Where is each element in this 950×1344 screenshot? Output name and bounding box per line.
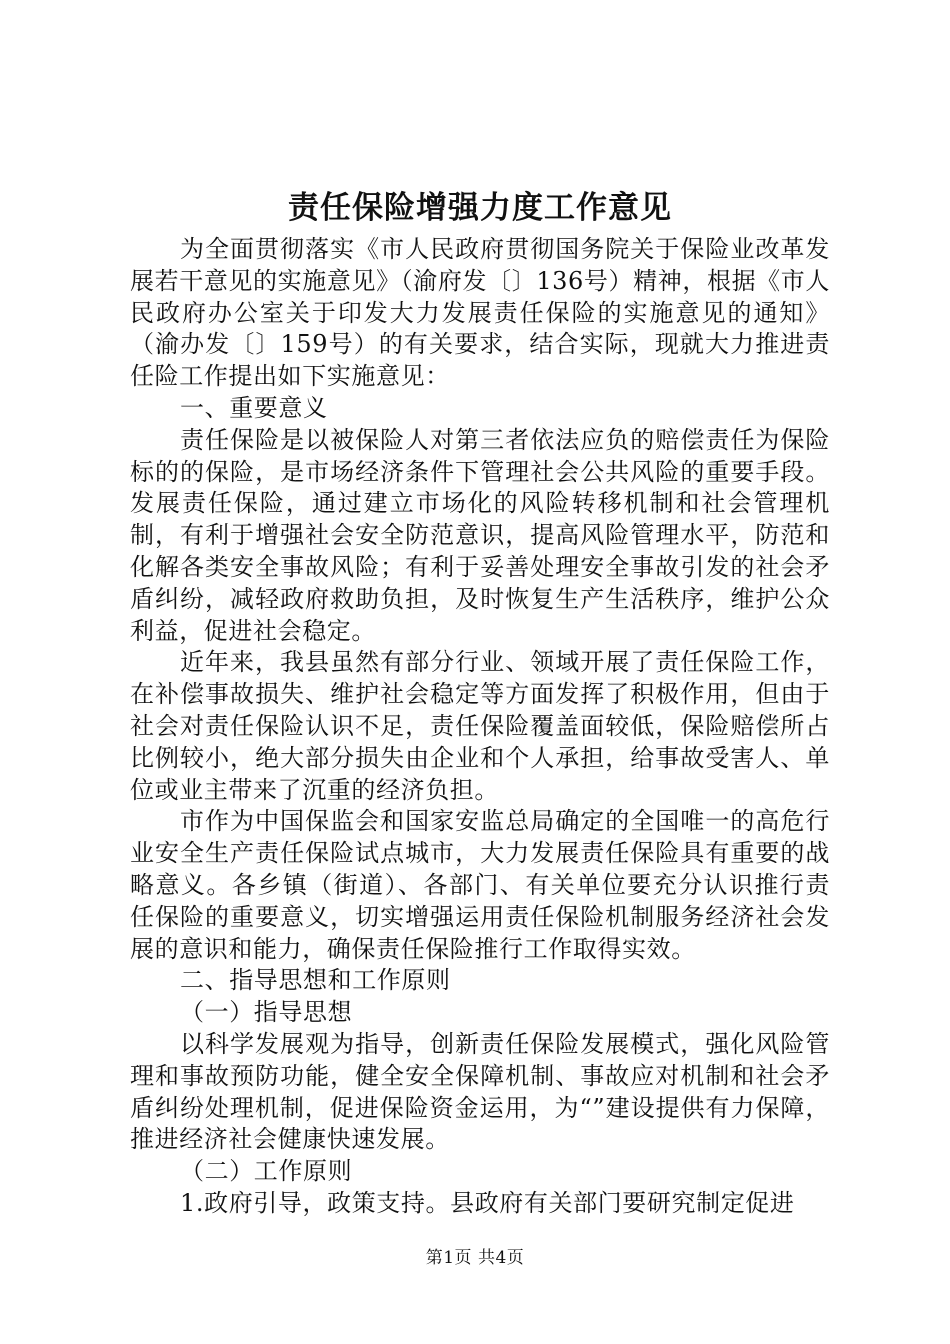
section-heading-significance: 一、重要意义 bbox=[180, 393, 328, 422]
paragraph-principle-1: 1.政府引导，政策支持。县政府有关部门要研究制定促进 bbox=[180, 1188, 795, 1217]
paragraph-liability-definition: 责任保险是以被保险人对第三者依法应负的赔偿责任为保险标的的保险，是市场经济条件下管理社会公共风险的重要手段。发展责任保险，通过建立市场化的风险转移机制和社会管理机制，有利于增强社会安全防范意识，提高风险管理水平，防范和化解各类安全事故风险；有利于妥善处理安全事故引发的社会矛盾纠纷，减轻政府救助负担，及时恢复生产生活秩序，维护公众利益，促进社会稳定。 bbox=[130, 425, 830, 645]
document-title: 责任保险增强力度工作意见 bbox=[288, 190, 672, 226]
paragraph-pilot-city: 市作为中国保监会和国家安监总局确定的全国唯一的高危行业安全生产责任保险试点城市，大力发展责任保险具有重要的战略意义。各乡镇（街道）、各部门、有关单位要充分认识推行责任保险的重要意义，切实增强运用责任保险机制服务经济社会发展的意识和能力，确保责任保险推行工作取得实效。 bbox=[130, 807, 830, 963]
paragraph-guiding-thought: 以科学发展观为指导，创新责任保险发展模式，强化风险管理和事故预防功能，健全安全保障机制、事故应对机制和社会矛盾纠纷处理机制，促进保险资金运用，为“”建设提供有力保障，推进经济社会健康快速发展。 bbox=[130, 1029, 830, 1154]
page-footer: 第1页 共4页 bbox=[425, 1248, 525, 1268]
paragraph-recent-years: 近年来，我县虽然有部分行业、领域开展了责任保险工作，在补偿事故损失、维护社会稳定等方面发挥了积极作用，但由于社会对责任保险认识不足，责任保险覆盖面较低，保险赔偿所占比例较小，绝大部分损失由企业和个人承担，给事故受害人、单位或业主带来了沉重的经济负担。 bbox=[130, 648, 830, 804]
section-heading-guiding-principles: 二、指导思想和工作原则 bbox=[180, 966, 451, 995]
document-page bbox=[130, 184, 830, 1220]
subsection-heading-guiding-thought: （一）指导思想 bbox=[180, 998, 353, 1027]
intro-paragraph: 为全面贯彻落实《市人民政府贯彻国务院关于保险业改革发展若干意见的实施意见》（渝府发〔〕136号）精神，根据《市人民政府办公室关于印发大力发展责任保险的实施意见的通知》（渝办发〔〕159号）的有关要求，结合实际，现就大力推进责任险工作提出如下实施意见： bbox=[130, 235, 830, 391]
subsection-heading-work-principles: （二）工作原则 bbox=[180, 1157, 353, 1186]
